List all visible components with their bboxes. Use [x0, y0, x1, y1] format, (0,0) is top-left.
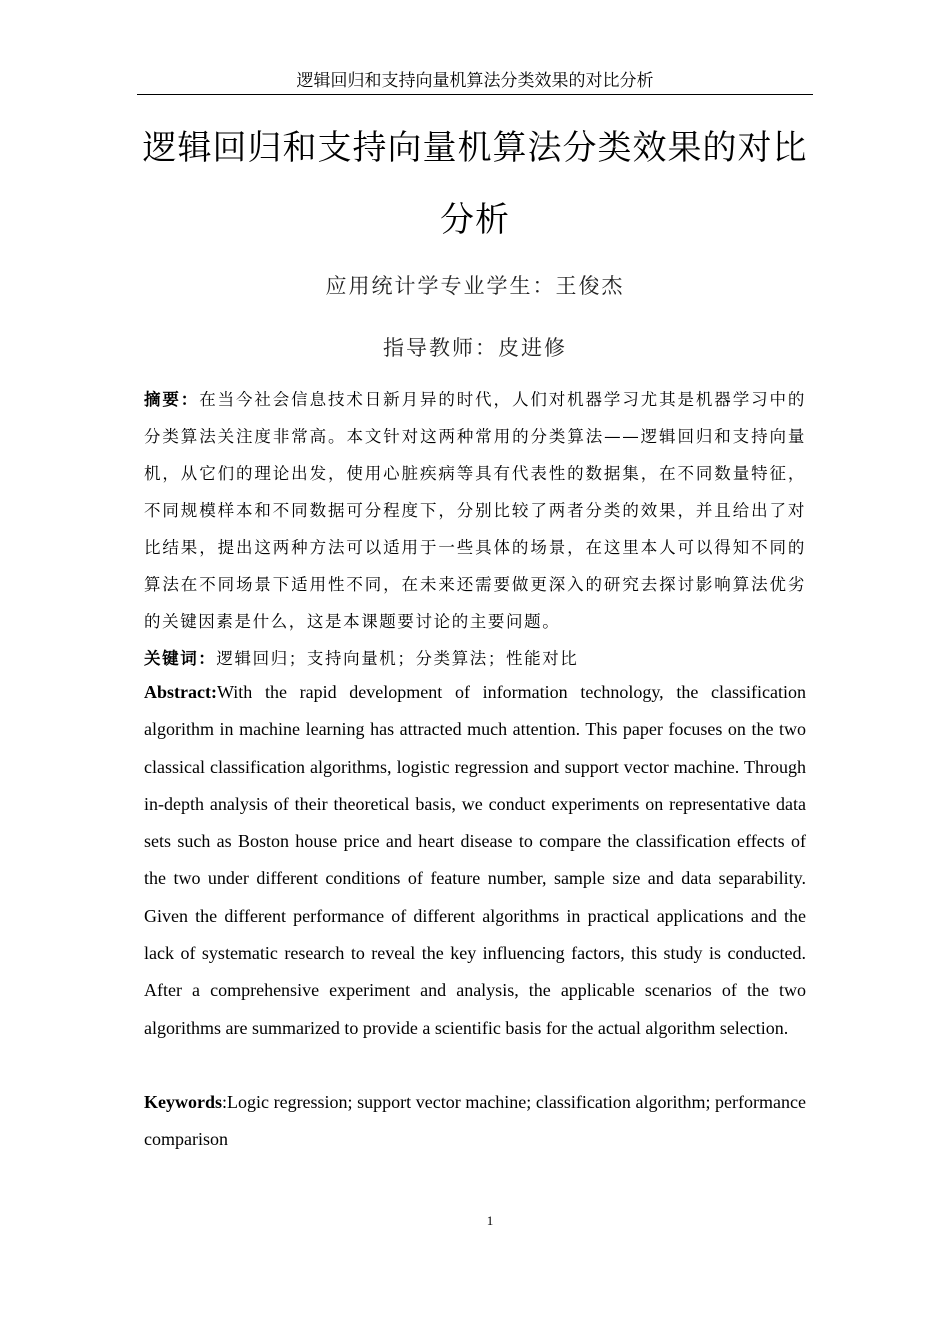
english-keywords-label: Keywords — [144, 1092, 222, 1112]
chinese-keywords — [144, 640, 806, 677]
chinese-abstract-text: 在当今社会信息技术日新月异的时代，人们对机器学习尤其是机器学习中的分类算法关注度非常高。本文针对这两种常用的分类算法——逻辑回归和支持向量机，从它们的理论出发，使用心脏疾病等具有代表性的数据集，在不同数量特征，不同规模样本和不同数据可分程度下，分别比较了两者分类的效果，并且给出了对比结果，提出这两种方法可以适用于一些具体的场景，在这里本人可以得知不同的算法在不同场景下适用性不同，在未来还需要做更深入的研究去探讨影响算法优劣的关键因素是什么，这是本课题要讨论的主要问题。 — [144, 390, 806, 631]
student-author: 应用统计学专业学生：王俊杰 — [325, 274, 625, 298]
running-header: 逻辑回归和支持向量机算法分类效果的对比分析 — [296, 71, 654, 91]
english-keywords — [144, 1084, 806, 1158]
advisor-name: 指导教师：皮进修 — [383, 336, 567, 360]
chinese-keywords-label: 关键词： — [144, 649, 217, 668]
english-keywords-text: :Logic regression; support vector machine; classification algorithm; performance comparison — [144, 1092, 806, 1149]
english-abstract — [144, 674, 806, 1047]
chinese-keywords-text: 逻辑回归；支持向量机；分类算法；性能对比 — [216, 649, 579, 668]
chinese-abstract — [144, 381, 806, 640]
page-number: 1 — [486, 1213, 494, 1228]
paper-title: 逻辑回归和支持向量机算法分类效果的对比分析 — [142, 128, 808, 240]
chinese-abstract-label: 摘要： — [144, 390, 200, 409]
english-abstract-label: Abstract: — [144, 682, 217, 702]
header-rule — [137, 94, 813, 95]
english-abstract-text: With the rapid development of information technology, the classification algorithm in machine learning has attracted much attention. This paper focuses on the two classical classification algorithms, logistic regression and support vector machine. Through in-depth analysis of their theoretical basis, we conduct experiments on representative data sets such as Boston house price and heart disease to compare the classification effects of the two under different conditions of feature number, sample size and data separability. Given the different performance of different algorithms in practical applications and the lack of systematic research to reveal the key influencing factors, this study is conducted. After a comprehensive experiment and analysis, the applicable scenarios of the two algorithms are summarized to provide a scientific basis for the actual algorithm selection. — [144, 682, 806, 1038]
